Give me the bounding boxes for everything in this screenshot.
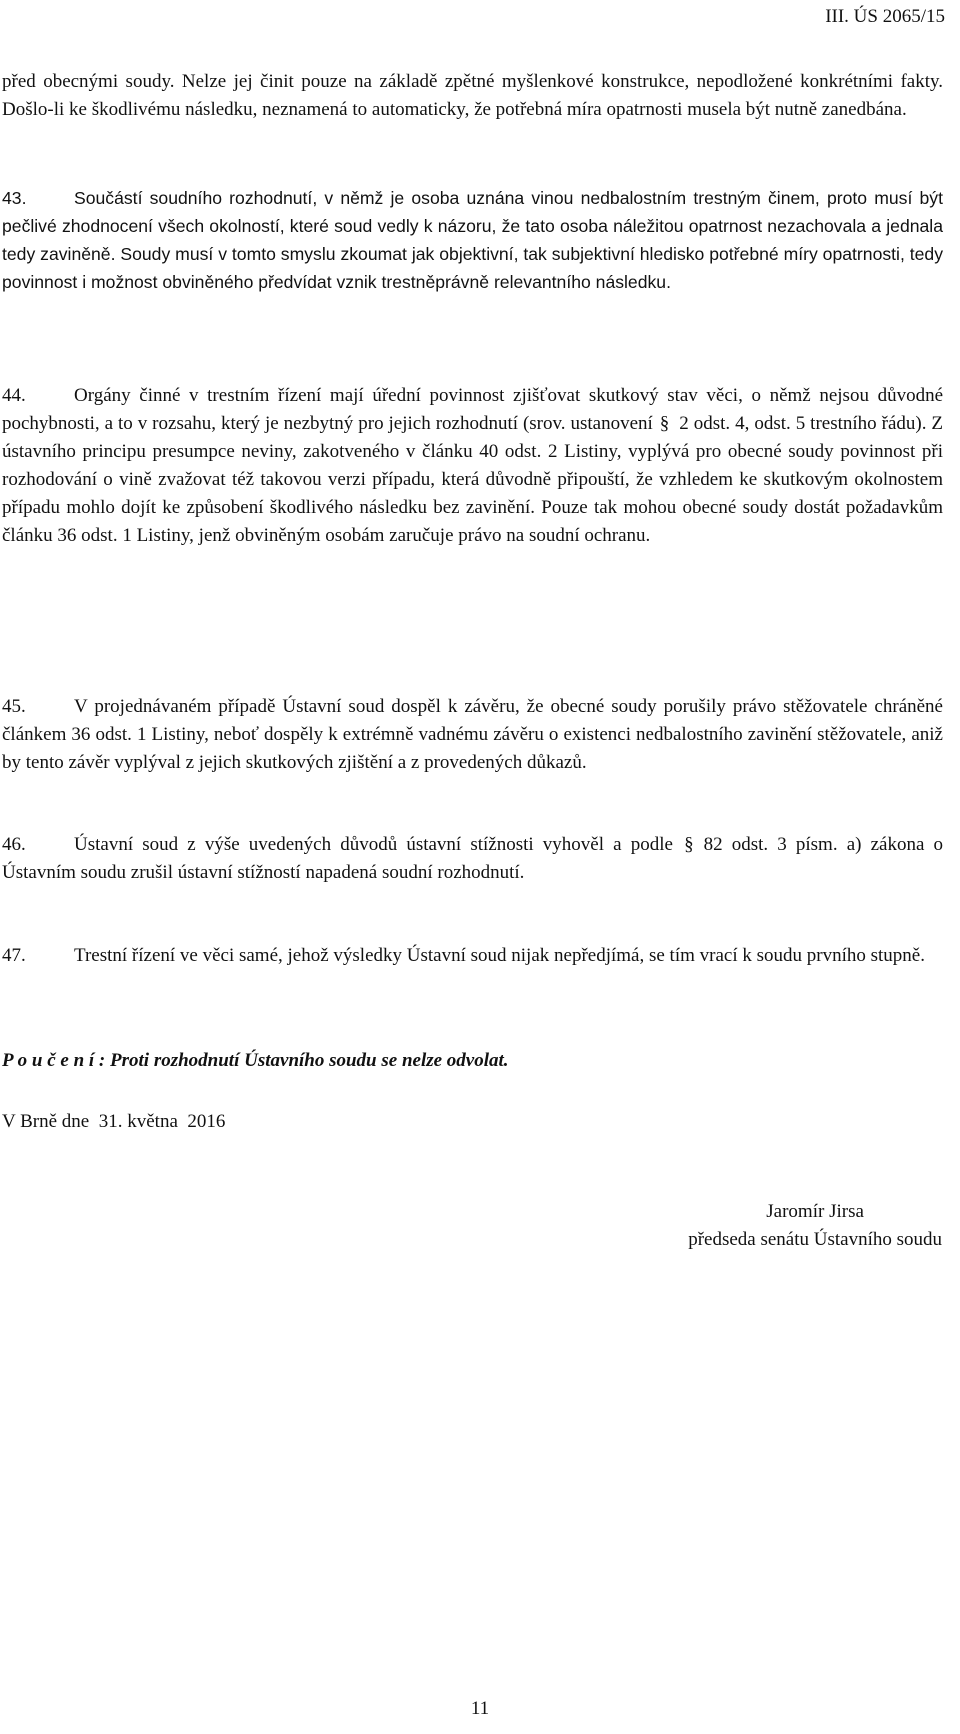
paragraph-47: [2, 942, 943, 970]
paragraph-text: Ústavní soud z výše uvedených důvodů ústavní stížnosti vyhověl a podle: [74, 834, 673, 855]
signature-block: [688, 1198, 942, 1254]
section-sign: §: [659, 413, 670, 434]
paragraph-number: 43.: [2, 188, 27, 208]
paragraph-46: [2, 831, 943, 887]
paragraph-text: Součástí soudního rozhodnutí, v němž je osoba uznána vinou nedbalostním trestným činem, proto musí být pečlivé zhodnocení všech okolností, které soud vedly k názoru, že tato osoba náležitou opatrnost nezachovala a jednala tedy zaviněně. Soudy musí v tomto smyslu zkoumat jak objektivní, tak subjektivní hledisko potřebné míry opatrnosti, tedy povinnost i možnost obviněného předvídat vznik trestněprávně relevantního následku.: [2, 188, 943, 292]
paragraph-45: [2, 693, 943, 777]
paragraph-text-continued: 2 odst. 4, odst. 5 trestního řádu). Z ústavního principu presumpce neviny, zakotveného v článku 40 odst. 2 Listiny, vyplývá pro obecné soudy povinnost při rozhodování o vině zvažovat též takovou verzi případu, která důvodně připouští, že vzhledem ke skutkovým okolnostem případu mohlo dojít ke způsobení škodlivého následku bez zavinění. Pouze tak mohou obecné soudy dostát požadavkům článku 36 odst. 1 Listiny, jenž obviněným osobám zaručuje právo na soudní ochranu.: [2, 413, 944, 546]
paragraph-text: V projednávaném případě Ústavní soud dospěl k závěru, že obecné soudy porušily právo stěžovatele chráněné článkem 36 odst. 1 Listiny, neboť dospěly k extrémně vadnému závěru o existenci nedbalostního zavinění stěžovatele, aniž by tento závěr vyplýval z jejich skutkových zjištění a z provedených důkazů.: [2, 696, 943, 773]
paragraph-text-continued: 82 odst. 3 písm. a) zákona o Ústavním soudu zrušil ústavní stížností napadená soudní rozhodnutí.: [2, 834, 944, 883]
paragraph-number: 47.: [2, 945, 26, 966]
signatory-name: Jaromír Jirsa: [766, 1201, 864, 1222]
paragraph-intro: [2, 68, 943, 124]
place-and-date: V Brně dne 31. května 2016: [2, 1111, 226, 1132]
page-number: 11: [470, 1698, 490, 1719]
case-reference: III. ÚS 2065/15: [825, 6, 945, 27]
paragraph-number: 46.: [2, 834, 26, 855]
paragraph-number: 44.: [2, 385, 26, 406]
section-sign: §: [684, 834, 694, 855]
legal-notice: P o u č e n í : Proti rozhodnutí Ústavního soudu se nelze odvolat.: [2, 1050, 509, 1071]
paragraph-text: Trestní řízení ve věci samé, jehož výsledky Ústavní soud nijak nepředjímá, se tím vrací k soudu prvního stupně.: [74, 945, 925, 966]
paragraph-44: [2, 382, 943, 550]
paragraph-text: před obecnými soudy. Nelze jej činit pouze na základě zpětné myšlenkové konstrukce, nepodložené konkrétními fakty. Došlo-li ke škodlivému následku, neznamená to automaticky, že potřebná míra opatrnosti musela být nutně zanedbána.: [2, 71, 943, 120]
signatory-title: předseda senátu Ústavního soudu: [688, 1229, 942, 1250]
paragraph-number: 45.: [2, 696, 26, 717]
paragraph-43: [2, 184, 943, 296]
paragraph-text: Orgány činné v trestním řízení mají úřední povinnost zjišťovat skutkový stav věci, o němž nejsou důvodné pochybnosti, a to v rozsahu, který je nezbytný pro jejich rozhodnutí (srov. ustanovení: [2, 385, 943, 434]
